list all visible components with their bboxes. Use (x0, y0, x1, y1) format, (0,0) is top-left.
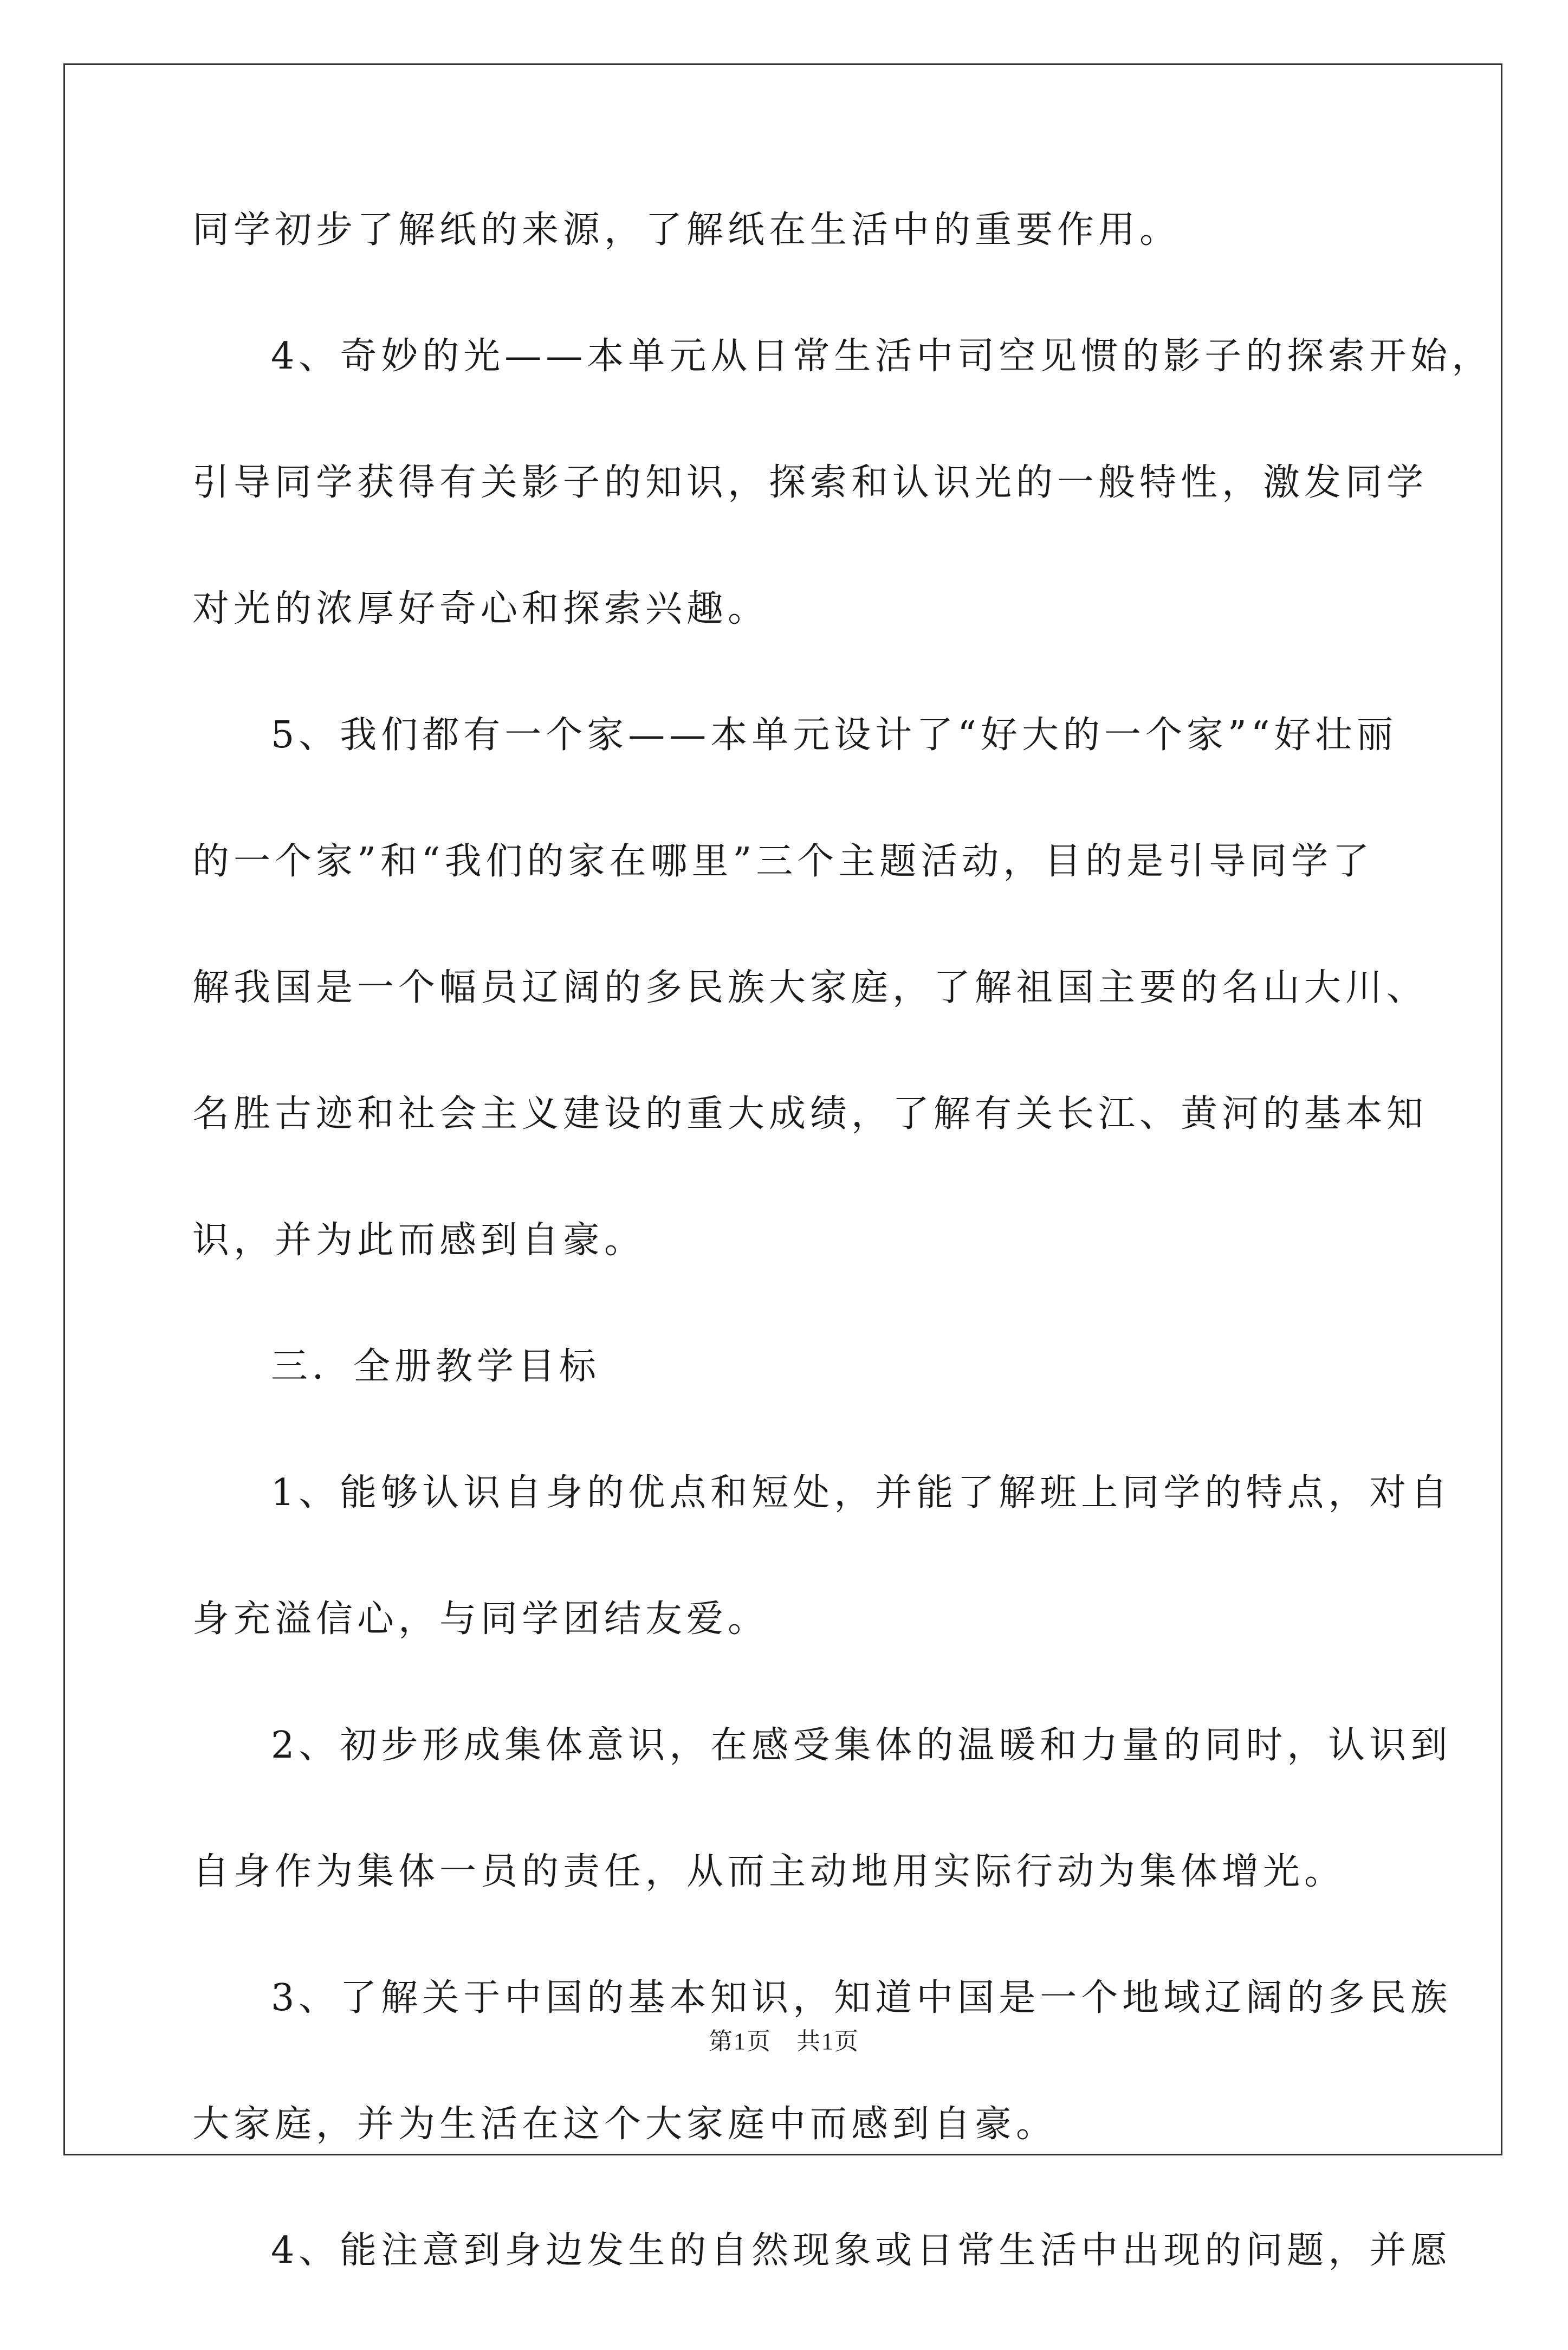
page-footer: 第1页 共1页 (709, 2028, 859, 2055)
text-line: 大家庭，并为生活在这个大家庭中而感到自豪。 (192, 2103, 1058, 2146)
text-line: 2、初步形成集体意识，在感受集体的温暖和力量的同时，认识到 (271, 1724, 1452, 1767)
text-line: 3、了解关于中国的基本知识，知道中国是一个地域辽阔的多民族 (271, 1977, 1452, 2019)
text-line: 引导同学获得有关影子的知识，探索和认识光的一般特性，激发同学 (192, 461, 1428, 504)
text-line: 5、我们都有一个家——本单元设计了“好大的一个家”“好壮丽 (271, 714, 1398, 757)
text-line: 的一个家”和“我们的家在哪里”三个主题活动，目的是引导同学了 (192, 840, 1374, 883)
text-line: 名胜古迹和社会主义建设的重大成绩，了解有关长江、黄河的基本知 (192, 1093, 1428, 1135)
text-line: 自身作为集体一员的责任，从而主动地用实际行动为集体增光。 (192, 1850, 1346, 1893)
text-line: 4、能注意到身边发生的自然现象或日常生活中出现的问题，并愿 (271, 2229, 1452, 2272)
text-line: 识，并为此而感到自豪。 (192, 1219, 646, 1262)
text-line: 同学初步了解纸的来源，了解纸在生活中的重要作用。 (192, 209, 1181, 251)
text-line: 解我国是一个幅员辽阔的多民族大家庭，了解祖国主要的名山大川、 (192, 966, 1428, 1009)
text-line: 对光的浓厚好奇心和探索兴趣。 (192, 588, 769, 630)
section-heading: 三．全册教学目标 (271, 1345, 601, 1388)
text-line: 1、能够认识自身的优点和短处，并能了解班上同学的特点，对自 (271, 1471, 1452, 1514)
text-line: 4、奇妙的光——本单元从日常生活中司空见惯的影子的探索开始， (271, 335, 1493, 378)
text-line: 身充溢信心，与同学团结友爱。 (192, 1598, 769, 1641)
